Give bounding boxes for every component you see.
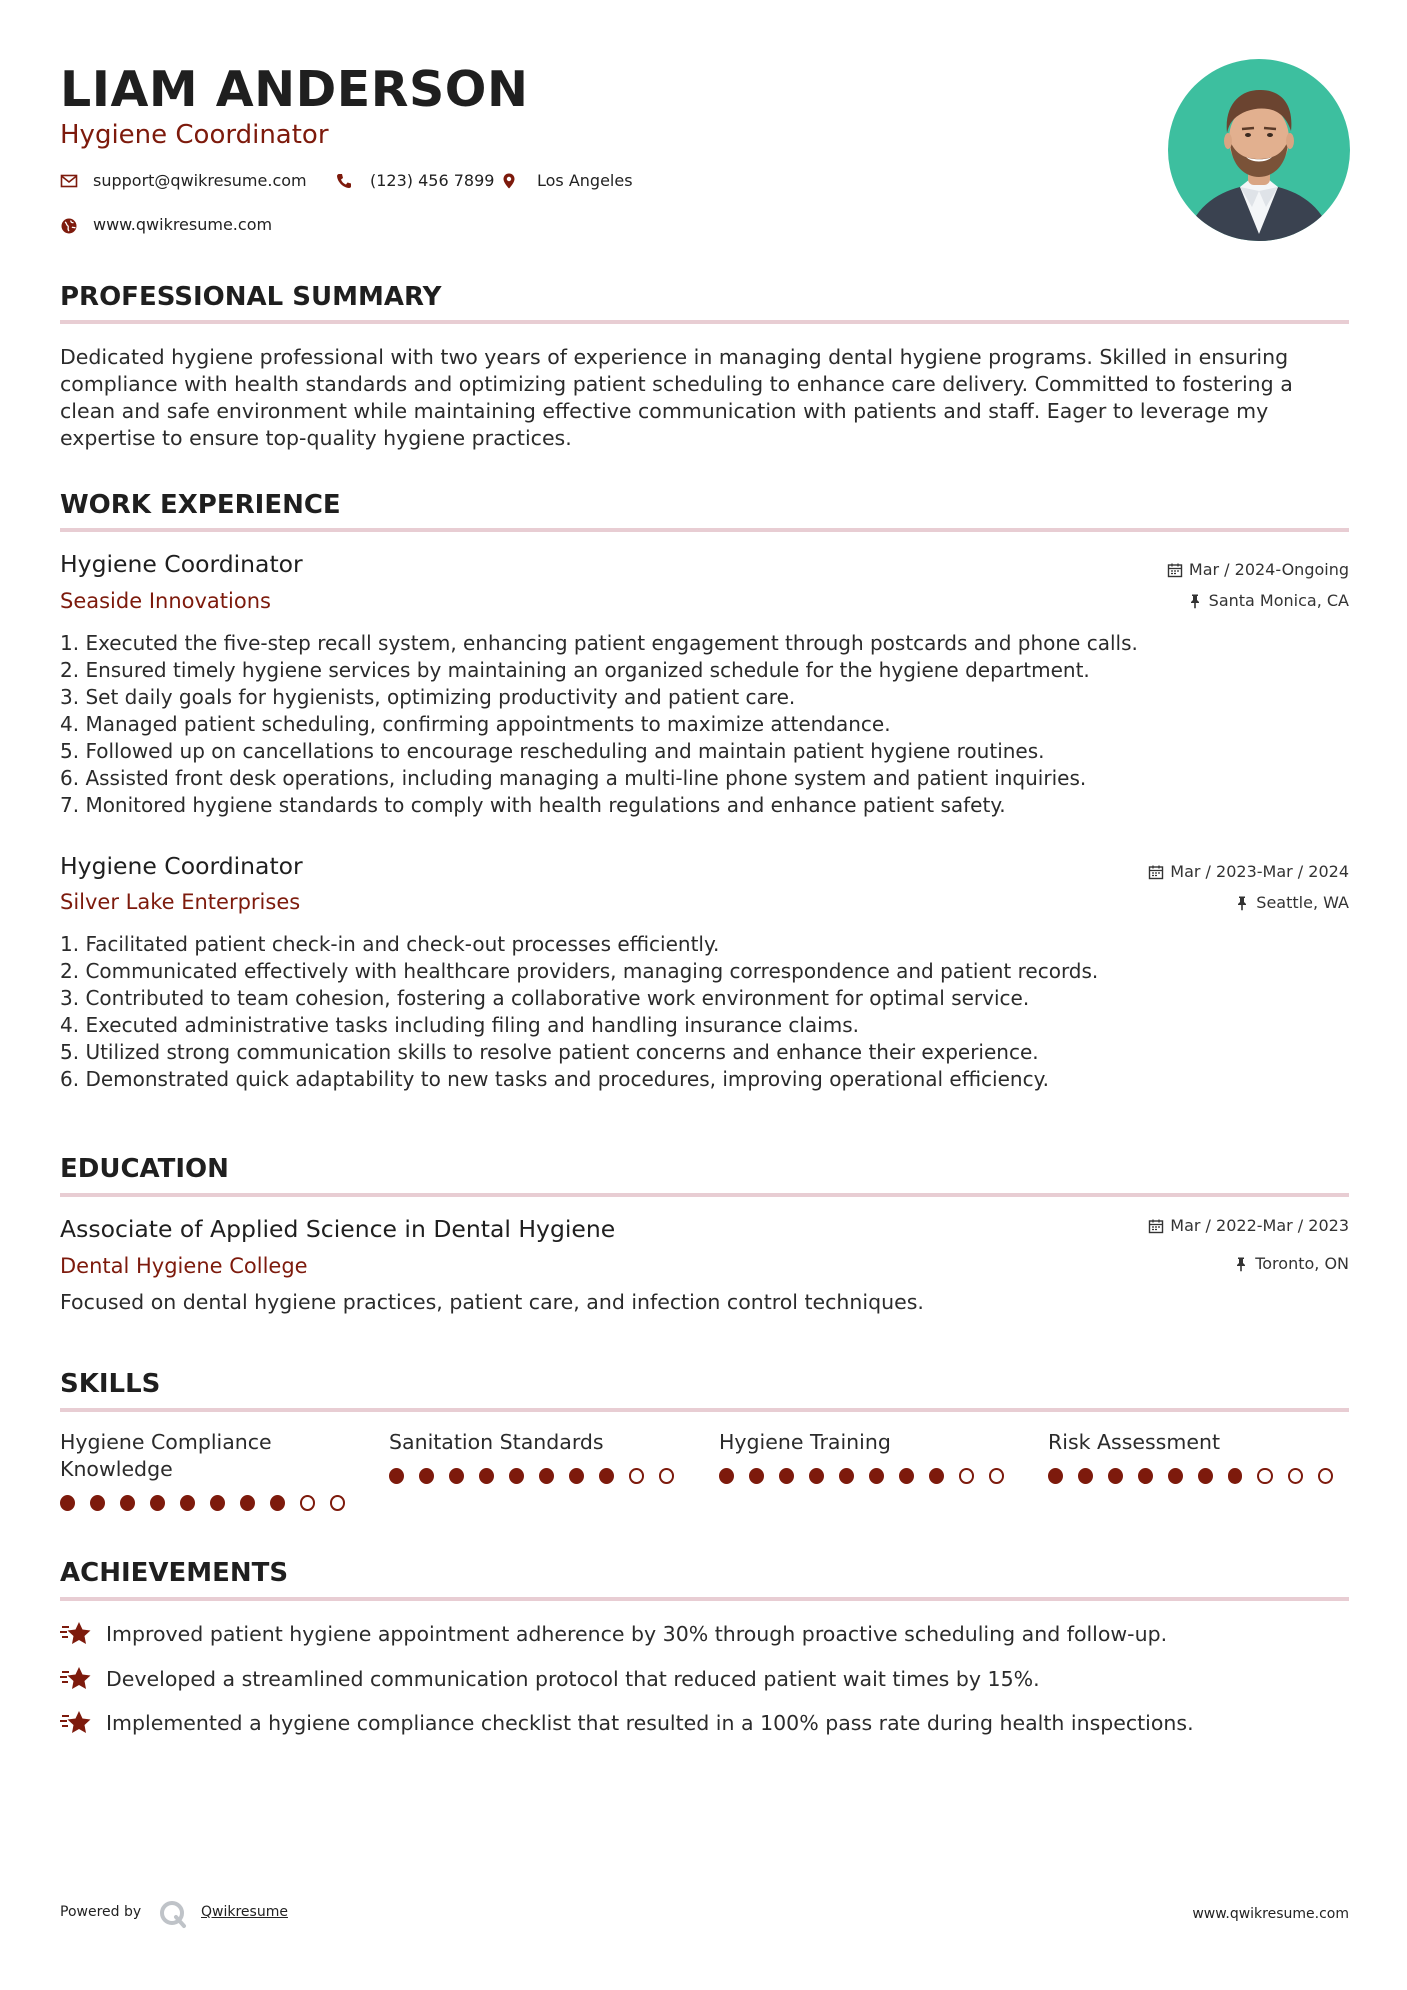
contact-email[interactable]: support@qwikresume.com [93, 171, 307, 190]
rating-dot-filled [719, 1468, 734, 1484]
star-award-icon [60, 1709, 92, 1737]
skill-name: Sanitation Standards [389, 1430, 604, 1454]
achievements-divider [60, 1597, 1349, 1601]
rating-dot-filled [869, 1468, 884, 1484]
list-item: 3. Contributed to team cohesion, fostering a collaborative work environment for optimal service. [60, 986, 1030, 1010]
summary-text [60, 344, 1350, 452]
skill-name-cont: Knowledge [60, 1457, 173, 1481]
education-degree: Associate of Applied Science in Dental Hygiene [60, 1215, 616, 1243]
rating-dot-filled [929, 1468, 944, 1484]
skill-item [389, 1429, 689, 1484]
job-location [1234, 892, 1349, 914]
rating-dot-filled [1078, 1468, 1093, 1484]
achievement-text: Improved patient hygiene appointment adherence by 30% through proactive scheduling and follow-up. [106, 1621, 1168, 1646]
skills-divider [60, 1408, 1349, 1412]
rating-dot-filled [509, 1468, 524, 1484]
job-dates [1148, 861, 1349, 883]
summary-line: expertise to ensure top-quality hygiene practices. [60, 426, 572, 450]
list-item: 2. Communicated effectively with healthcare providers, managing correspondence and patient records. [60, 959, 1099, 983]
achievements-heading: ACHIEVEMENTS [60, 1558, 289, 1588]
rating-dot-filled [240, 1495, 255, 1511]
rating-dot-empty [959, 1468, 974, 1484]
education-description: Focused on dental hygiene practices, patient care, and infection control techniques. [60, 1290, 924, 1314]
pushpin-icon [1233, 1256, 1249, 1272]
email-icon [60, 172, 78, 194]
rating-dot-filled [449, 1468, 464, 1484]
rating-dot-filled [1138, 1468, 1153, 1484]
star-award-icon [60, 1665, 92, 1693]
skill-name: Hygiene Compliance [60, 1430, 272, 1454]
rating-dot-filled [60, 1495, 75, 1511]
achievement-item [60, 1620, 1167, 1648]
job-dates [1167, 559, 1349, 581]
job-bullets [60, 630, 1350, 819]
list-item: 6. Assisted front desk operations, including managing a multi-line phone system and patient inquiries. [60, 766, 1087, 790]
job-company: Silver Lake Enterprises [60, 890, 301, 914]
skills-heading: SKILLS [60, 1369, 161, 1399]
rating-dot-empty [989, 1468, 1004, 1484]
globe-icon [60, 217, 78, 239]
footer-url[interactable]: www.qwikresume.com [1192, 1906, 1349, 1922]
job-dates-text: Mar / 2024-Ongoing [1188, 560, 1349, 579]
list-item: 2. Ensured timely hygiene services by maintaining an organized schedule for the hygiene department. [60, 658, 1090, 682]
job-location-text: Santa Monica, CA [1208, 591, 1349, 610]
achievement-text: Implemented a hygiene compliance checklist that resulted in a 100% pass rate during health inspections. [106, 1710, 1194, 1735]
skill-item [1048, 1429, 1348, 1484]
rating-dot-filled [1048, 1468, 1063, 1484]
rating-dot-empty [629, 1468, 644, 1484]
list-item: 1. Executed the five-step recall system, enhancing patient engagement through postcards and phone calls. [60, 631, 1138, 655]
rating-dot-filled [419, 1468, 434, 1484]
rating-dot-empty [1318, 1468, 1333, 1484]
rating-dot-filled [539, 1468, 554, 1484]
rating-dot-filled [210, 1495, 225, 1511]
skill-name: Risk Assessment [1048, 1430, 1220, 1454]
list-item: 1. Facilitated patient check-in and check-out processes efficiently. [60, 932, 720, 956]
skill-item [60, 1429, 360, 1511]
achievement-item [60, 1665, 1040, 1693]
rating-dot-filled [90, 1495, 105, 1511]
contact-phone[interactable]: (123) 456 7899 [370, 171, 495, 190]
list-item: 5. Utilized strong communication skills to resolve patient concerns and enhance their experience. [60, 1040, 1039, 1064]
skill-name: Hygiene Training [719, 1430, 891, 1454]
rating-dot-filled [120, 1495, 135, 1511]
education-school: Dental Hygiene College [60, 1254, 308, 1278]
job-title: Hygiene Coordinator [60, 550, 303, 578]
education-location [1233, 1253, 1349, 1275]
achievement-item [60, 1709, 1194, 1737]
list-item: 4. Executed administrative tasks including filing and handling insurance claims. [60, 1013, 859, 1037]
summary-line: compliance with health standards and optimizing patient scheduling to enhance care delivery. Committed to fostering a [60, 372, 1293, 396]
summary-heading: PROFESSIONAL SUMMARY [60, 282, 442, 312]
calendar-icon [1148, 1218, 1164, 1234]
footer-powered-by: Powered by [60, 1904, 142, 1920]
education-dates-text: Mar / 2022-Mar / 2023 [1170, 1216, 1349, 1235]
rating-dot-filled [839, 1468, 854, 1484]
rating-dot-filled [150, 1495, 165, 1511]
summary-line: clean and safe environment while maintaining effective communication with patients and staff. Eager to leverage my [60, 399, 1269, 423]
job-bullets [60, 931, 1350, 1093]
achievement-text: Developed a streamlined communication protocol that reduced patient wait times by 15%. [106, 1666, 1040, 1691]
rating-dot-filled [749, 1468, 764, 1484]
rating-dot-empty [1288, 1468, 1303, 1484]
rating-dot-empty [1257, 1468, 1272, 1484]
qwikresume-logo-icon [158, 1899, 188, 1933]
rating-dot-filled [1168, 1468, 1183, 1484]
list-item: 5. Followed up on cancellations to encourage rescheduling and maintain patient hygiene routines. [60, 739, 1045, 763]
rating-dot-filled [180, 1495, 195, 1511]
job-title: Hygiene Coordinator [60, 852, 303, 880]
calendar-icon [1167, 562, 1183, 578]
job-location [1187, 590, 1349, 612]
rating-dot-filled [809, 1468, 824, 1484]
rating-dot-filled [1228, 1468, 1243, 1484]
star-award-icon [60, 1620, 92, 1648]
summary-divider [60, 320, 1349, 324]
education-divider [60, 1193, 1349, 1197]
candidate-name: LIAM ANDERSON [60, 61, 529, 118]
phone-icon [335, 172, 353, 194]
rating-dot-filled [569, 1468, 584, 1484]
rating-dot-empty [659, 1468, 674, 1484]
rating-dot-filled [899, 1468, 914, 1484]
rating-dot-filled [1198, 1468, 1213, 1484]
skill-rating [389, 1468, 689, 1484]
education-heading: EDUCATION [60, 1154, 229, 1184]
candidate-role: Hygiene Coordinator [60, 120, 329, 150]
education-dates [1148, 1215, 1349, 1237]
job-dates-text: Mar / 2023-Mar / 2024 [1170, 862, 1349, 881]
rating-dot-filled [779, 1468, 794, 1484]
education-location-text: Toronto, ON [1255, 1254, 1349, 1273]
rating-dot-empty [330, 1495, 345, 1511]
list-item: 7. Monitored hygiene standards to comply with health regulations and enhance patient safety. [60, 793, 1006, 817]
job-company: Seaside Innovations [60, 589, 271, 613]
calendar-icon [1148, 864, 1164, 880]
contact-website[interactable]: www.qwikresume.com [93, 215, 273, 234]
rating-dot-filled [1108, 1468, 1123, 1484]
skill-rating [719, 1468, 1019, 1484]
experience-divider [60, 528, 1349, 532]
list-item: 3. Set daily goals for hygienists, optimizing productivity and patient care. [60, 685, 796, 709]
skill-item [719, 1429, 1019, 1484]
rating-dot-empty [300, 1495, 315, 1511]
job-location-text: Seattle, WA [1256, 893, 1349, 912]
pushpin-icon [1187, 593, 1203, 609]
list-item: 4. Managed patient scheduling, confirming appointments to maximize attendance. [60, 712, 891, 736]
footer-brand-link[interactable]: Qwikresume [201, 1904, 288, 1920]
experience-heading: WORK EXPERIENCE [60, 490, 341, 520]
profile-photo [1168, 59, 1350, 241]
summary-line: Dedicated hygiene professional with two years of experience in managing dental hygiene programs. Skilled in ensuring [60, 345, 1289, 369]
location-pin-icon [500, 172, 518, 194]
skill-rating [1048, 1468, 1348, 1484]
pushpin-icon [1234, 895, 1250, 911]
skill-rating [60, 1495, 360, 1511]
contact-location: Los Angeles [537, 171, 633, 190]
rating-dot-filled [479, 1468, 494, 1484]
rating-dot-filled [599, 1468, 614, 1484]
rating-dot-filled [389, 1468, 404, 1484]
rating-dot-filled [270, 1495, 285, 1511]
list-item: 6. Demonstrated quick adaptability to new tasks and procedures, improving operational efficiency. [60, 1067, 1049, 1091]
